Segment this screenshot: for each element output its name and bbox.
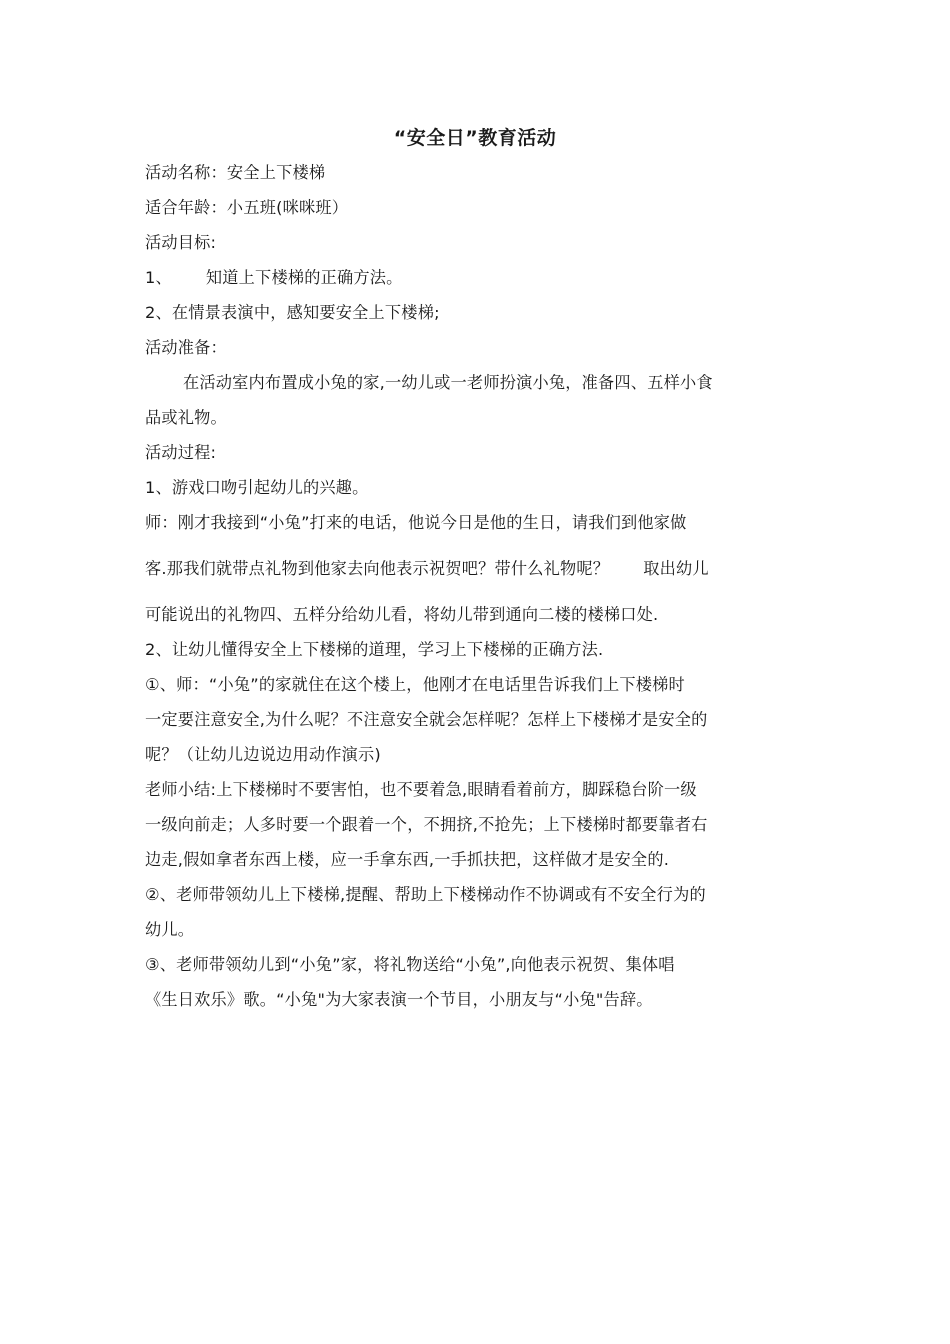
activity-name-line: 活动名称：安全上下楼梯	[145, 163, 326, 182]
teacher-speech-line-2	[145, 556, 805, 602]
teacher-speech-part-a: 客.那我们就带点礼物到他家去向他表示祝贺吧？带什么礼物呢？	[145, 559, 610, 578]
teacher-speech-line-1: 师：刚才我接到“小兔”打来的电话，他说今日是他的生日，请我们到他家做	[145, 513, 687, 532]
document-title: “安全日”教育活动	[393, 127, 557, 149]
teacher-speech-line-3: 可能说出的礼物四、五样分给幼儿看，将幼儿带到通向二楼的楼梯口处.	[145, 605, 659, 624]
step-2-2-line-1: ②、老师带领幼儿上下楼梯,提醒、帮助上下楼梯动作不协调或有不安全行为的	[145, 885, 706, 904]
step-2-2-line-2: 幼儿。	[145, 920, 195, 939]
preparation-text-line-1: 在活动室内布置成小兔的家,一幼儿或一老师扮演小兔，准备四、五样小食	[183, 373, 713, 392]
step-2-heading: 2、让幼儿懂得安全上下楼梯的道理，学习上下楼梯的正确方法.	[145, 640, 604, 659]
summary-line-2: 一级向前走；人多时要一个跟着一个，不拥挤,不抢先；上下楼梯时都要靠者右	[145, 815, 708, 834]
goals-heading: 活动目标:	[145, 233, 217, 252]
summary-line-1: 老师小结:上下楼梯时不要害怕，也不要着急,眼睛看着前方，脚踩稳台阶一级	[145, 780, 697, 799]
goal-item-1	[145, 265, 805, 300]
step-2-1-line-1: ①、师：“小兔”的家就住在这个楼上，他刚才在电话里告诉我们上下楼梯时	[145, 675, 685, 694]
step-1-heading: 1、游戏口吻引起幼儿的兴趣。	[145, 478, 369, 497]
goal-number-1: 1、	[145, 268, 172, 287]
document-body	[145, 160, 805, 1022]
summary-line-3: 边走,假如拿者东西上楼，应一手拿东西,一手抓扶把，这样做才是安全的.	[145, 850, 670, 869]
goal-item-2: 2、在情景表演中，感知要安全上下楼梯;	[145, 303, 440, 322]
preparation-text-line-2: 品或礼物。	[145, 408, 227, 427]
step-2-1-line-2: 一定要注意安全,为什么呢？不注意安全就会怎样呢？怎样上下楼梯才是安全的	[145, 710, 708, 729]
step-2-3-line-1: ③、老师带领幼儿到“小兔”家，将礼物送给“小兔”,向他表示祝贺、集体唱	[145, 955, 675, 974]
step-2-1-line-3: 呢？（让幼儿边说边用动作演示)	[145, 745, 381, 764]
process-heading: 活动过程:	[145, 443, 217, 462]
preparation-heading: 活动准备：	[145, 338, 227, 357]
age-line: 适合年龄：小五班(咪咪班）	[145, 198, 349, 217]
step-2-3-line-2: 《生日欢乐》歌。“小兔"为大家表演一个节目，小朋友与“小兔"告辞。	[145, 990, 653, 1009]
teacher-speech-part-b: 取出幼儿	[643, 559, 709, 578]
goal-text-1: 知道上下楼梯的正确方法。	[205, 268, 403, 287]
